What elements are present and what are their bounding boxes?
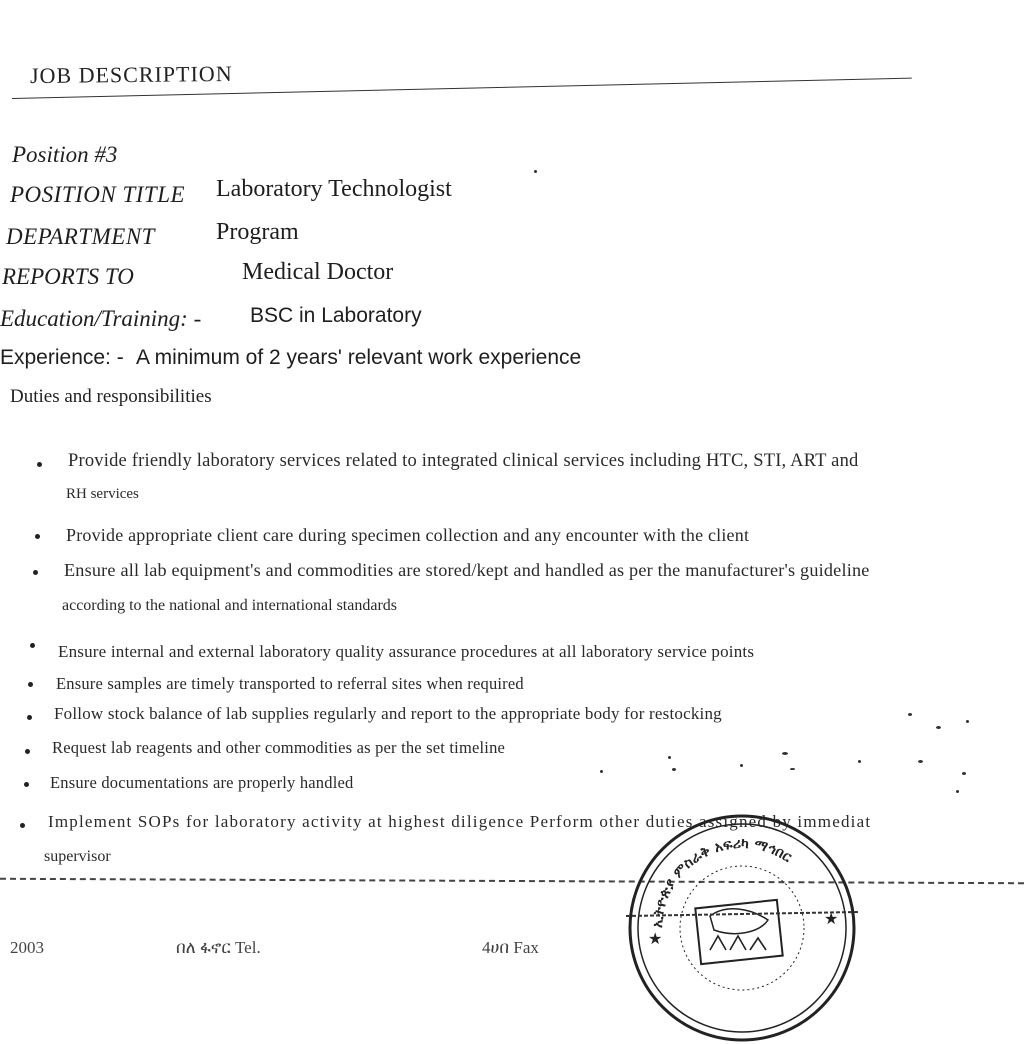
duty-text: Ensure documentations are properly handled	[50, 773, 354, 792]
stamp-text: ኢትዮጵያ ምስራቅ አፍሪካ ማኅበር	[649, 835, 795, 929]
bullet-icon	[33, 570, 38, 575]
bullet-icon	[25, 749, 30, 754]
star-icon: ★	[648, 929, 663, 948]
duty-text: Ensure samples are timely transported to referral sites when required	[56, 674, 524, 693]
duty-text: Request lab reagents and other commodities as per the set timeline	[52, 738, 506, 757]
duty-text: Follow stock balance of lab supplies regularly and report to the appropriate body for restocking	[54, 704, 722, 723]
footer-telephone: በለ ፋኖር Tel.	[176, 938, 261, 957]
education-label: Education/Training: -	[0, 306, 202, 331]
duty-text: Ensure internal and external laboratory quality assurance procedures at all laboratory service points	[58, 642, 755, 661]
experience-value: A minimum of 2 years' relevant work experience	[136, 346, 582, 369]
duty-continuation: according to the national and international standards	[62, 597, 397, 614]
department-label: DEPARTMENT	[6, 224, 155, 249]
document-title: JOB DESCRIPTION	[29, 60, 233, 89]
education-value: BSC in Laboratory	[250, 304, 422, 327]
position-title-label: POSITION TITLE	[10, 182, 186, 207]
duty-text: Ensure all lab equipment's and commodities are stored/kept and handled as per the manufacturer's guideline	[64, 560, 870, 580]
duty-text: Provide appropriate client care during specimen collection and any encounter with the client	[66, 525, 750, 545]
duty-text: Provide friendly laboratory services related to integrated clinical services including HTC, STI, ART and	[68, 451, 859, 471]
footer-fax: 4ሀበ Fax	[482, 938, 539, 957]
experience-label: Experience: -	[0, 346, 124, 369]
duties-heading: Duties and responsibilities	[10, 386, 212, 407]
position-title-value: Laboratory Technologist	[216, 176, 452, 202]
bullet-icon	[24, 782, 29, 787]
bullet-icon	[20, 823, 25, 828]
bullet-icon	[37, 462, 42, 467]
reports-to-value: Medical Doctor	[242, 259, 394, 285]
footer-pobox: 2003	[10, 938, 44, 957]
bullet-icon	[27, 715, 32, 720]
position-number-label: Position #3	[12, 142, 118, 167]
footer-divider	[0, 878, 1024, 884]
bullet-icon	[28, 682, 33, 687]
bullet-icon	[35, 534, 40, 539]
duty-continuation: RH services	[66, 486, 139, 502]
official-stamp	[626, 812, 858, 1044]
duty-text: Implement SOPs for laboratory activity at highest diligence Perform other duties assigned by immediat	[48, 812, 872, 831]
star-icon: ★	[824, 909, 839, 928]
bullet-icon	[30, 643, 35, 648]
duty-continuation: supervisor	[44, 848, 111, 865]
department-value: Program	[216, 219, 299, 245]
reports-to-label: REPORTS TO	[2, 264, 134, 289]
